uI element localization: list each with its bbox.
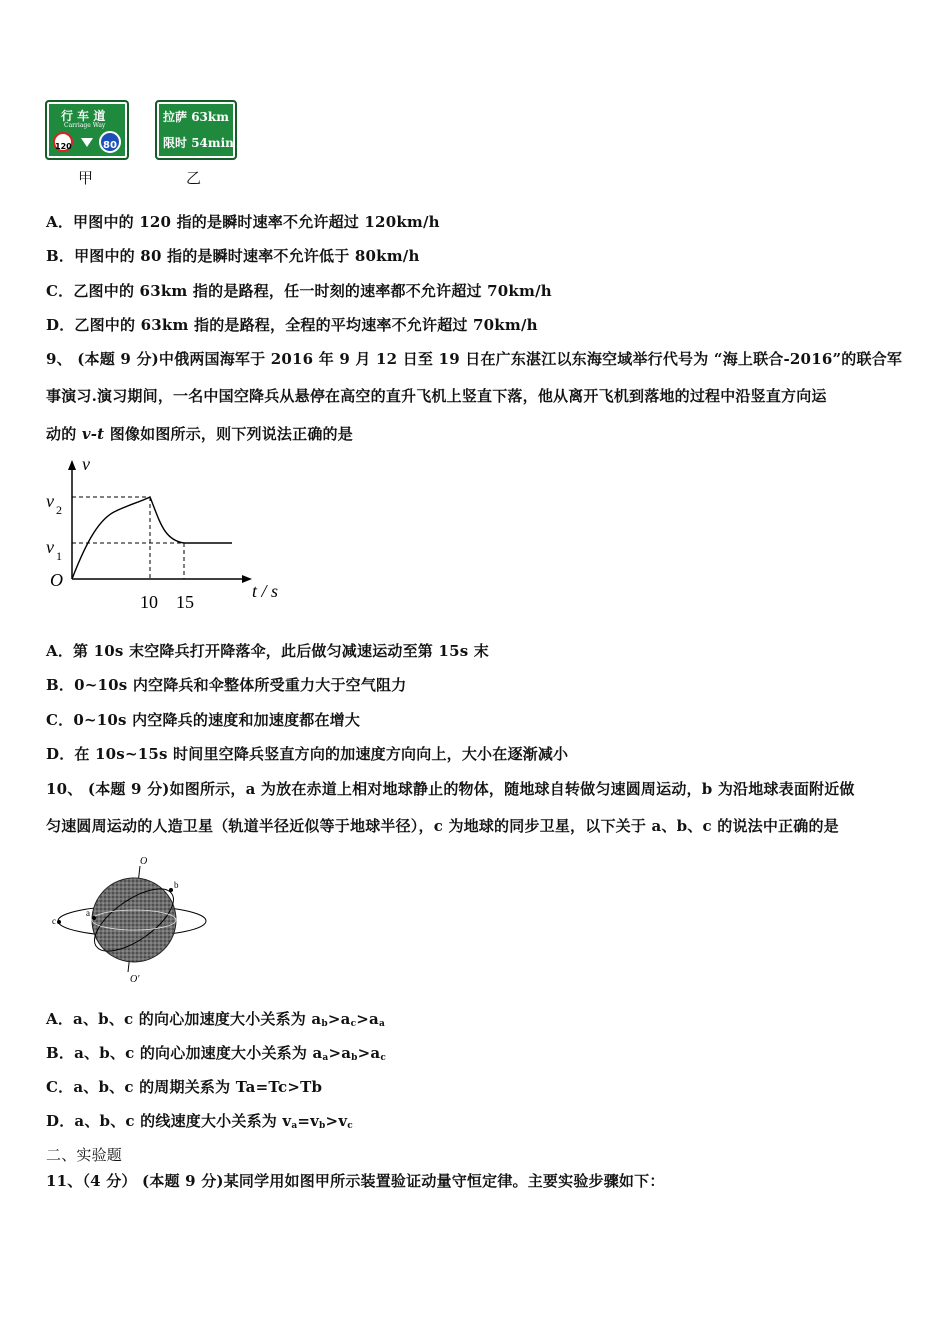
- q10-d-s3: c: [347, 1121, 353, 1131]
- sign-jia-subtitle: Carriage Way: [64, 122, 106, 129]
- graph-x-label: t / s: [252, 581, 279, 601]
- speed-limit-max-icon: [53, 132, 73, 152]
- graph-v2-label: v: [46, 491, 54, 511]
- q9-line3-pre: 动的: [46, 425, 82, 443]
- q10-d-text: D．a、b、c 的线速度大小关系为 v: [46, 1112, 292, 1130]
- point-b: [169, 888, 173, 892]
- sign-yi-time-label: 限时: [163, 136, 188, 150]
- q9-option-b: B．0~10s 内空降兵和伞整体所受重力大于空气阻力: [46, 676, 407, 694]
- q10-d-m2: >v: [325, 1112, 348, 1130]
- sign-jia-title: 行 车 道: [61, 109, 106, 123]
- graph-v1-sub: 1: [56, 549, 62, 563]
- q9-line3-post: 图像如图所示，则下列说法正确的是: [104, 425, 353, 443]
- q9-line3-var: v-t: [81, 425, 105, 443]
- sign-yi-time-value: 54min: [191, 136, 234, 150]
- sign-yi-distance: 63km: [191, 110, 229, 124]
- sign-yi-line2: [163, 134, 234, 151]
- q10-a-s3: a: [378, 1019, 385, 1029]
- vt-graph: [42, 452, 292, 617]
- q10-a-m2: >a: [356, 1010, 379, 1028]
- q9-stem-line2: 事演习.演习期间，一名中国空降兵从悬停在高空的直升飞机上竖直下落，他从离开飞机到落地的过程中沿竖直方向运: [46, 387, 827, 405]
- fig-label-b: b: [174, 880, 179, 890]
- graph-tick-10: 10: [140, 592, 158, 612]
- graph-v2-sub: 2: [56, 503, 62, 517]
- q10-b-text: B．a、b、c 的向心加速度大小关系为 a: [46, 1044, 323, 1062]
- q10-option-c: C．a、b、c 的周期关系为 Ta=Tc>Tb: [46, 1078, 323, 1096]
- q8-option-c: C．乙图中的 63km 指的是路程，任一时刻的速率都不允许超过 70km/h: [46, 282, 552, 300]
- road-sign-yi: [155, 100, 237, 160]
- q10-b-s1: a: [322, 1053, 329, 1063]
- q10-stem-line1: 10、 (本题 9 分)如图所示，a 为放在赤道上相对地球静止的物体，随地球自转做匀速圆周运动，b 为沿地球表面附近做: [46, 780, 855, 798]
- speed-limit-max-value: 120: [55, 142, 72, 151]
- q10-a-text: A．a、b、c 的向心加速度大小关系为 a: [46, 1010, 322, 1028]
- graph-x-arrow: [242, 575, 252, 583]
- q10-b-s2: b: [351, 1053, 358, 1063]
- q10-d-m1: =v: [297, 1112, 320, 1130]
- q10-b-m2: >a: [357, 1044, 381, 1062]
- q9-stem-line3: [46, 423, 353, 444]
- fig-label-a: a: [86, 908, 90, 918]
- q10-a-s2: c: [350, 1019, 357, 1029]
- fig-label-bottom: O': [130, 974, 140, 984]
- q11-stem: 11、（4 分） (本题 9 分)某同学用如图甲所示装置验证动量守恒定律。主要实验步骤如下：: [46, 1172, 665, 1190]
- q10-a-m1: >a: [327, 1010, 351, 1028]
- q9-stem-line1: 9、 (本题 9 分)中俄两国海军于 2016 年 9 月 12 日至 19 日在广东湛江以东海空域举行代号为 “海上联合-2016”的联合军: [46, 350, 903, 368]
- q9-option-c: C．0~10s 内空降兵的速度和加速度都在增大: [46, 711, 361, 729]
- point-c: [57, 920, 61, 924]
- sign-yi-place: 拉萨: [163, 110, 188, 124]
- graph-tick-15: 15: [176, 592, 194, 612]
- sign-yi-line1: [163, 108, 229, 125]
- q10-d-s2: b: [319, 1121, 326, 1131]
- q10-a-s1: b: [321, 1019, 328, 1029]
- point-a: [92, 916, 96, 920]
- q10-option-a: [46, 1008, 385, 1029]
- caption-jia: 甲: [78, 169, 94, 187]
- q10-b-s3: c: [380, 1053, 387, 1063]
- graph-y-label: v: [82, 454, 90, 474]
- q8-option-a: A．甲图中的 120 指的是瞬时速率不允许超过 120km/h: [46, 213, 440, 231]
- arrow-down-icon: [81, 138, 93, 147]
- caption-yi: 乙: [186, 169, 202, 187]
- fig-label-c: c: [52, 916, 56, 926]
- fig-label-top: O: [140, 856, 148, 867]
- q10-option-d: [46, 1110, 353, 1131]
- graph-y-arrow: [68, 460, 76, 470]
- graph-origin-label: O: [50, 570, 63, 590]
- graph-v1-label: v: [46, 537, 54, 557]
- q8-option-d: D．乙图中的 63km 指的是路程，全程的平均速率不允许超过 70km/h: [46, 316, 538, 334]
- q8-option-b: B．甲图中的 80 指的是瞬时速率不允许低于 80km/h: [46, 247, 420, 265]
- q9-option-a: A．第 10s 末空降兵打开降落伞，此后做匀减速运动至第 15s 末: [46, 642, 489, 660]
- q10-option-b: [46, 1042, 386, 1063]
- q10-b-m1: >a: [328, 1044, 352, 1062]
- q9-option-d: D．在 10s~15s 时间里空降兵竖直方向的加速度方向向上，大小在逐渐减小: [46, 745, 569, 763]
- earth-orbit-figure: [52, 852, 212, 984]
- speed-limit-min-icon: [99, 131, 121, 153]
- q10-d-s1: a: [291, 1121, 298, 1131]
- section-heading-experiment: 二、实验题: [46, 1146, 123, 1164]
- speed-limit-min-value: 80: [103, 140, 117, 151]
- q10-stem-line2: 匀速圆周运动的人造卫星（轨道半径近似等于地球半径），c 为地球的同步卫星，以下关于 a、b、c 的说法中正确的是: [46, 817, 839, 835]
- graph-curve: [72, 497, 232, 579]
- road-sign-jia: [45, 100, 129, 160]
